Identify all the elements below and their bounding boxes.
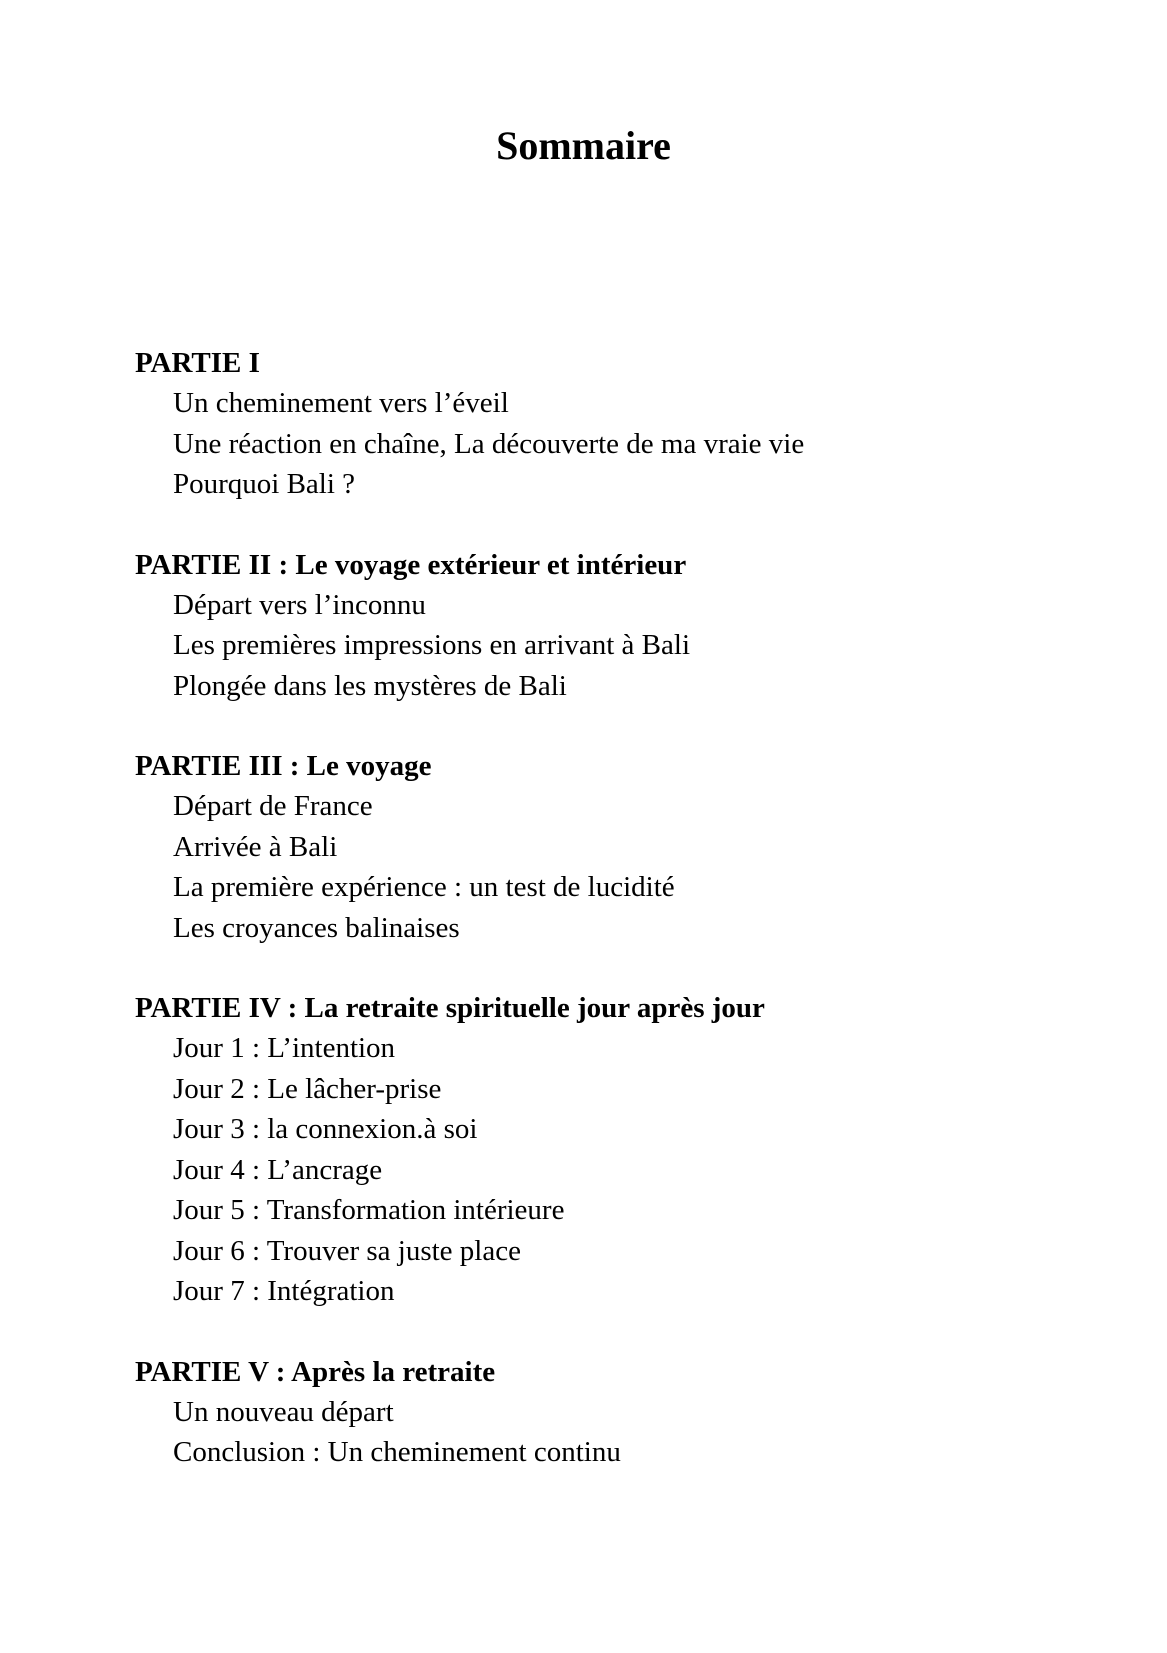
toc-section-partie-2 xyxy=(135,545,1085,707)
section-heading: PARTIE IV : La retraite spirituelle jour après jour xyxy=(135,992,765,1024)
toc-entry: La première expérience : un test de lucidité xyxy=(173,871,675,903)
toc-entry: Jour 2 : Le lâcher-prise xyxy=(173,1072,442,1105)
toc-entry: Un cheminement vers l’éveil xyxy=(173,387,509,419)
toc-entry: Départ de France xyxy=(173,790,373,822)
toc-entry: Pourquoi Bali ? xyxy=(173,468,356,500)
toc-section-partie-5 xyxy=(135,1352,1085,1473)
toc-entry: Jour 3 : la connexion.à soi xyxy=(173,1113,478,1145)
toc-entry: Conclusion : Un cheminement continu xyxy=(173,1436,621,1468)
toc-entry: Jour 4 : L’ancrage xyxy=(173,1153,383,1186)
toc-entry: Arrivée à Bali xyxy=(173,830,338,863)
toc-entry: Jour 1 : L’intention xyxy=(173,1032,396,1064)
toc-entry: Un nouveau départ xyxy=(173,1395,394,1428)
section-heading: PARTIE I xyxy=(135,347,260,379)
toc-entry: Une réaction en chaîne, La découverte de ma vraie vie xyxy=(173,427,805,460)
toc-section-partie-4 xyxy=(135,988,1085,1312)
toc-entry: Jour 5 : Transformation intérieure xyxy=(173,1194,565,1226)
toc-entry: Départ vers l’inconnu xyxy=(173,588,426,621)
table-of-contents xyxy=(135,343,1085,1513)
toc-section-partie-1 xyxy=(135,343,1085,505)
toc-section-partie-3 xyxy=(135,746,1085,948)
toc-entry: Les premières impressions en arrivant à Bali xyxy=(173,629,691,661)
toc-entry: Plongée dans les mystères de Bali xyxy=(173,669,567,702)
toc-entry: Jour 6 : Trouver sa juste place xyxy=(173,1234,521,1267)
toc-entry: Les croyances balinaises xyxy=(173,911,460,944)
section-heading: PARTIE II : Le voyage extérieur et intérieur xyxy=(135,548,687,581)
section-heading: PARTIE III : Le voyage xyxy=(135,750,432,782)
page-title: Sommaire xyxy=(496,123,671,168)
section-heading: PARTIE V : Après la retraite xyxy=(135,1355,496,1388)
toc-entry: Jour 7 : Intégration xyxy=(173,1275,395,1307)
